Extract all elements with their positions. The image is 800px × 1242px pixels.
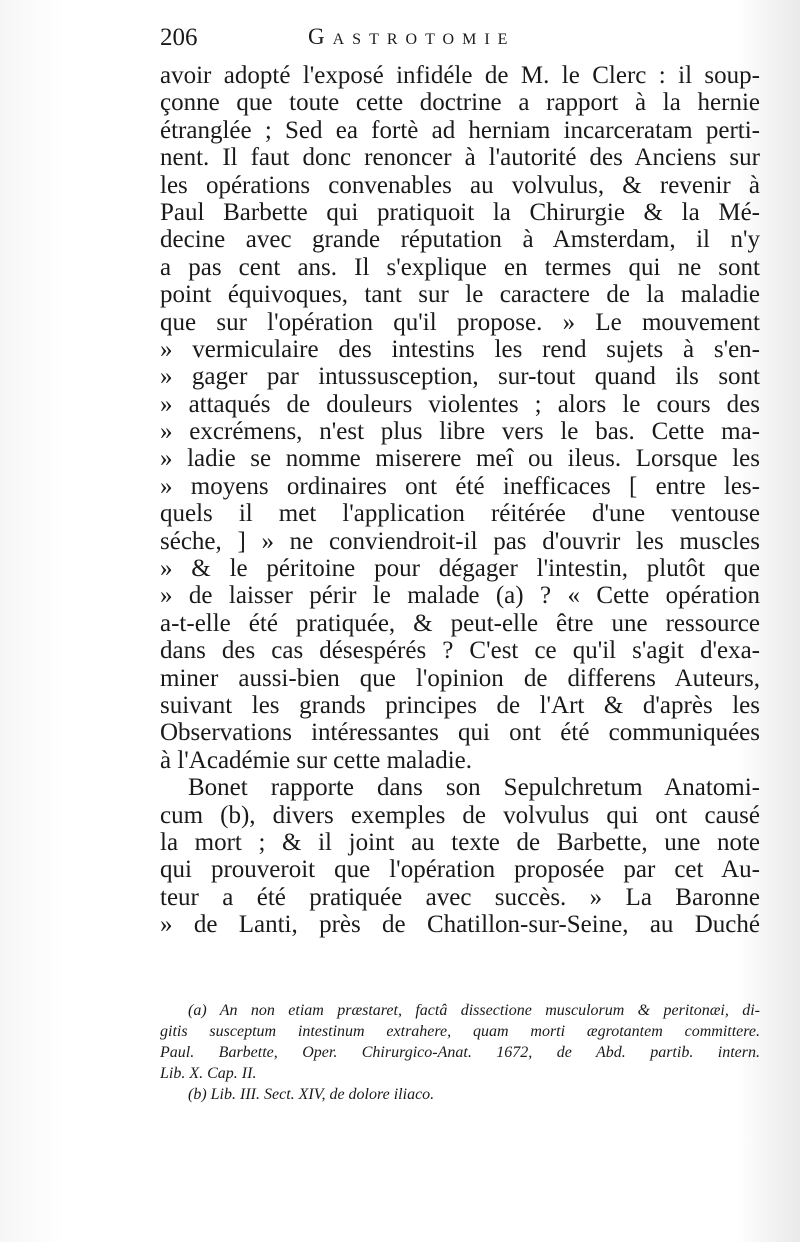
text-line: miner aussi-bien que l'opinion de differens Auteurs, bbox=[160, 664, 760, 692]
text-line: à l'Académie sur cette maladie. bbox=[160, 746, 472, 774]
text-line: » vermiculaire des intestins les rend sujets à s'en- bbox=[160, 335, 760, 363]
text-line: » moyens ordinaires ont été inefficaces [ entre les- bbox=[160, 472, 760, 500]
page-number: 206 bbox=[160, 24, 198, 51]
text-line: cum (b), divers exemples de volvulus qui ont causé bbox=[160, 801, 760, 829]
text-line: que sur l'opération qu'il propose. » Le mouvement bbox=[160, 308, 760, 336]
text-line: séche, ] » ne conviendroit-il pas d'ouvrir les muscles bbox=[160, 527, 760, 555]
footnote-line: (b) Lib. III. Sect. XIV, de dolore iliaco. bbox=[188, 1086, 435, 1103]
text-line: étranglée ; Sed ea fortè ad herniam incarceratam perti- bbox=[160, 116, 760, 144]
text-line: les opérations convenables au volvulus, & revenir à bbox=[160, 171, 760, 199]
text-line: a-t-elle été pratiquée, & peut-elle être une ressource bbox=[160, 609, 760, 637]
text-line: la mort ; & il joint au texte de Barbette, une note bbox=[160, 828, 760, 856]
text-line: » de laisser périr le malade (a) ? « Cette opération bbox=[160, 582, 760, 610]
text-line: » & le péritoine pour dégager l'intestin, plutôt que bbox=[160, 555, 760, 583]
text-line: quels il met l'application réitérée d'une ventouse bbox=[160, 500, 760, 528]
text-line: qui prouveroit que l'opération proposée par cet Au- bbox=[160, 856, 760, 884]
text-line: Observations intéressantes qui ont été communiquées bbox=[160, 719, 760, 747]
footnotes bbox=[160, 1000, 760, 1105]
text-line: çonne que toute cette doctrine a rapport à la hernie bbox=[160, 89, 760, 117]
main-text bbox=[160, 62, 760, 939]
text-line: point équivoques, tant sur le caractere de la maladie bbox=[160, 281, 760, 309]
text-line: » attaqués de douleurs violentes ; alors le cours des bbox=[160, 390, 760, 418]
running-head bbox=[160, 24, 760, 60]
text-line: » ladie se nomme miserere meî ou ileus. Lorsque les bbox=[160, 445, 760, 473]
text-line: a pas cent ans. Il s'explique en termes qui ne sont bbox=[160, 253, 760, 281]
text-line: teur a été pratiquée avec succès. » La Baronne bbox=[160, 883, 760, 911]
footnote-line: Lib. X. Cap. II. bbox=[160, 1065, 257, 1082]
text-line: dans des cas désespérés ? C'est ce qu'il s'agit d'exa- bbox=[160, 637, 760, 665]
footnote-line: (a) An non etiam præstaret, factâ dissectione musculorum & peritonæi, di- bbox=[188, 1002, 760, 1019]
text-line: avoir adopté l'exposé infidéle de M. le Clerc : il soup- bbox=[160, 62, 760, 89]
text-line: » excrémens, n'est plus libre vers le bas. Cette ma- bbox=[160, 418, 760, 446]
footnote-line: gitis susceptum intestinum extrahere, quam morti ægrotantem committere. bbox=[160, 1023, 760, 1040]
text-line: » de Lanti, près de Chatillon-sur-Seine, au Duché bbox=[160, 911, 760, 939]
text-line: nent. Il faut donc renoncer à l'autorité des Anciens sur bbox=[160, 144, 760, 172]
text-line: suivant les grands principes de l'Art & d'après les bbox=[160, 691, 760, 719]
running-title: Gastrotomie bbox=[308, 24, 516, 49]
text-line: Paul Barbette qui pratiquoit la Chirurgie & la Mé- bbox=[160, 198, 760, 226]
text-line: decine avec grande réputation à Amsterdam, il n'y bbox=[160, 226, 760, 254]
text-line: Bonet rapporte dans son Sepulchretum Anatomi- bbox=[188, 774, 760, 802]
text-line: » gager par intussusception, sur-tout quand ils sont bbox=[160, 363, 760, 391]
footnote-line: Paul. Barbette, Oper. Chirurgico-Anat. 1672, de Abd. partib. intern. bbox=[160, 1044, 760, 1061]
